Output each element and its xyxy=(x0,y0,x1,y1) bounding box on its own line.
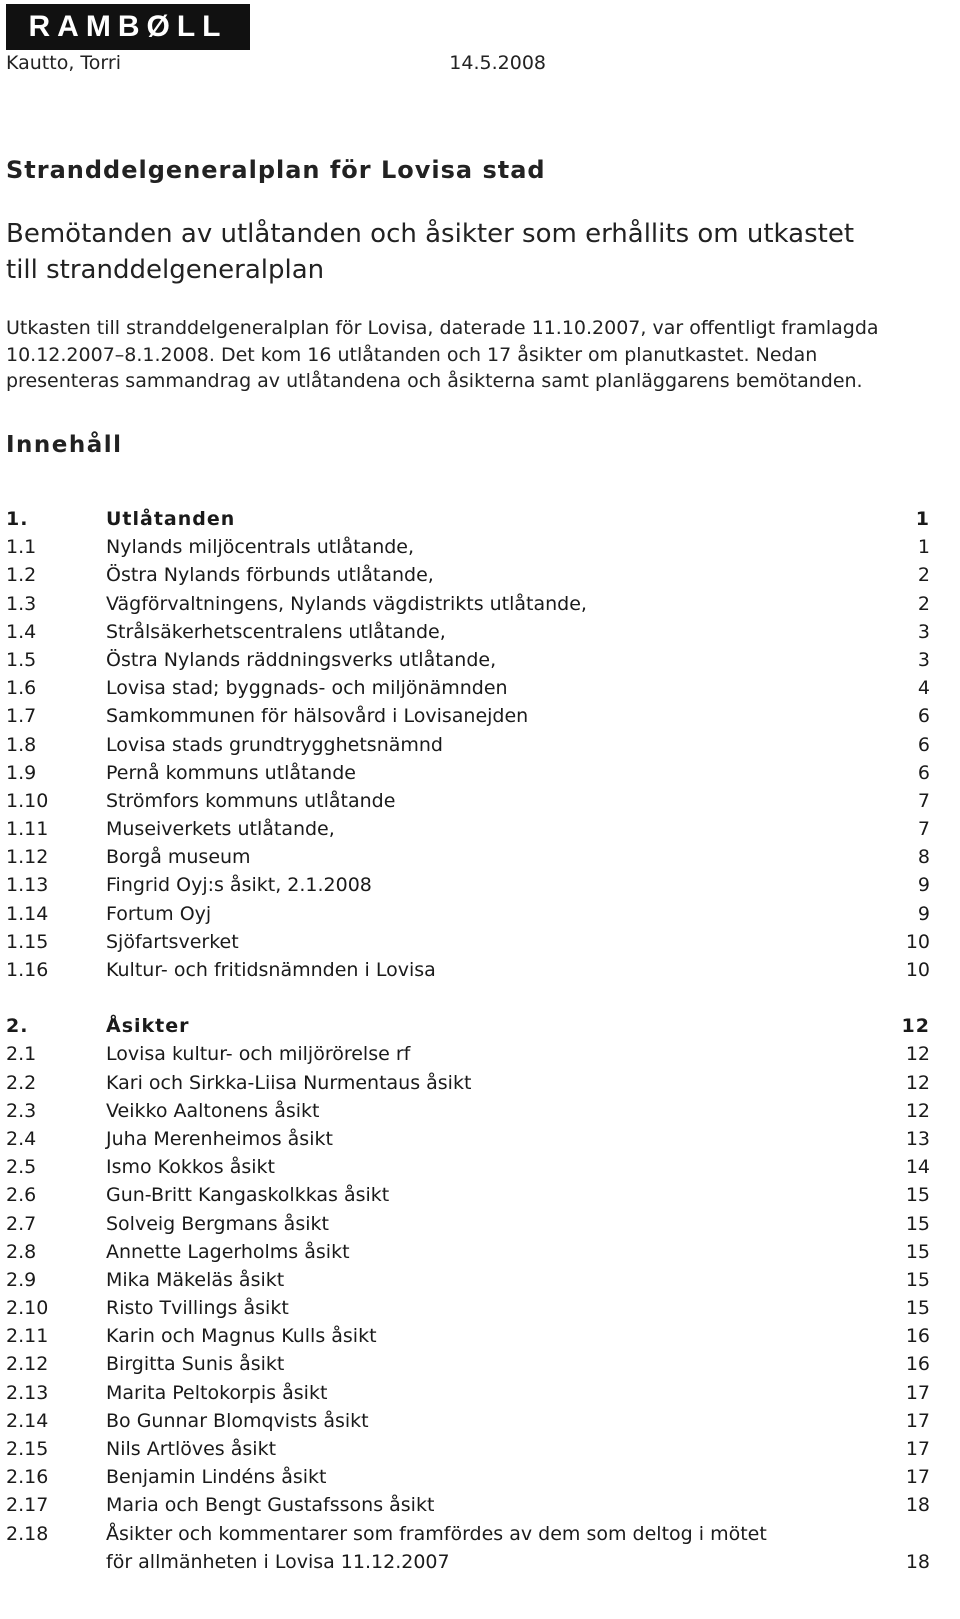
toc-entry-page: 10 xyxy=(905,959,930,981)
toc-entry-label: Marita Peltokorpis åsikt xyxy=(106,1381,328,1404)
toc-entry-page: 13 xyxy=(905,1127,930,1150)
toc-entry-label: Sjöfartsverket xyxy=(106,930,239,953)
toc-entry-number: 1.4 xyxy=(6,620,37,643)
toc-entry-label: Vägförvaltningens, Nylands vägdistrikts utlåtande, xyxy=(106,592,587,615)
toc-entry[interactable] xyxy=(6,731,930,759)
toc-entry-number: 1.13 xyxy=(6,874,49,897)
toc-entry-number: 2.10 xyxy=(6,1297,49,1320)
toc-entry-label: Museiverkets utlåtande, xyxy=(106,818,335,841)
toc-entry-page: 9 xyxy=(917,902,930,925)
toc-entry-number: 2.14 xyxy=(6,1409,49,1432)
toc-entry[interactable] xyxy=(6,1350,930,1378)
toc-entry-number: 1.7 xyxy=(6,705,37,728)
toc-entry-label: Nylands miljöcentrals utlåtande, xyxy=(106,536,415,559)
toc-entry-number: 2.11 xyxy=(6,1325,49,1348)
toc-entry-page: 15 xyxy=(905,1184,930,1207)
toc-entry-label: Benjamin Lindéns åsikt xyxy=(106,1466,327,1489)
document-header xyxy=(6,52,546,78)
toc-entry-page: 16 xyxy=(905,1325,930,1348)
toc-entry-page: 12 xyxy=(905,1099,930,1122)
toc-entry-label: Bo Gunnar Blomqvists åsikt xyxy=(106,1409,369,1432)
toc-entry-label: Veikko Aaltonens åsikt xyxy=(106,1099,320,1122)
toc-entry-number: 1.8 xyxy=(6,733,37,756)
toc-entry-page: 15 xyxy=(905,1240,930,1263)
toc-entry-number: 1.1 xyxy=(6,536,37,559)
toc-entry[interactable] xyxy=(6,1181,930,1209)
toc-entry[interactable] xyxy=(6,843,930,871)
toc-entry-number: 2.7 xyxy=(6,1212,37,1235)
toc-entry[interactable] xyxy=(6,1097,930,1125)
toc-entry-label: Juha Merenheimos åsikt xyxy=(106,1127,333,1150)
toc-entry[interactable] xyxy=(6,928,930,956)
toc-entry-label: Strömfors kommuns utlåtande xyxy=(106,789,396,812)
toc-entry-label: Östra Nylands förbunds utlåtande, xyxy=(106,564,434,587)
toc-entry-page: 14 xyxy=(905,1156,930,1179)
toc-entry-page: 1 xyxy=(915,508,930,530)
toc-entry-page: 6 xyxy=(917,733,930,756)
toc-entry[interactable] xyxy=(6,1491,930,1519)
toc-entry-number: 2.18 xyxy=(6,1522,49,1545)
toc-entry-number: 2.4 xyxy=(6,1127,37,1150)
toc-entry-label: Utlåtanden xyxy=(106,508,236,530)
toc-entry-page: 10 xyxy=(905,930,930,953)
toc-entry[interactable] xyxy=(6,759,930,787)
toc-entry-number: 2.17 xyxy=(6,1494,49,1517)
toc-entry-number: 1.9 xyxy=(6,761,37,784)
toc-entry-page: 15 xyxy=(905,1268,930,1291)
toc-entry[interactable] xyxy=(6,1012,930,1040)
toc-entry[interactable] xyxy=(6,1463,930,1491)
intro-paragraph: Utkasten till stranddelgeneralplan för Lovisa, daterade 11.10.2007, var offentligt framlagda 10.12.2007–8.1.2008. Det kom 16 utlåtanden och 17 åsikter om planutkastet. Nedan presenteras sammandrag av utlåtandena och åsikterna samt planläggarens bemötanden. xyxy=(6,317,879,392)
table-of-contents xyxy=(6,505,930,1576)
toc-entry-label: Kultur- och fritidsnämnden i Lovisa xyxy=(106,959,436,981)
toc-entry-label: Maria och Bengt Gustafssons åsikt xyxy=(106,1494,435,1517)
toc-entry-page: 8 xyxy=(917,846,930,869)
toc-entry-number: 2.13 xyxy=(6,1381,49,1404)
toc-entry-number: 1.2 xyxy=(6,564,37,587)
toc-entry-number: 1.15 xyxy=(6,930,49,953)
toc-entry-number: 1.14 xyxy=(6,902,49,925)
toc-entry-label: Solveig Bergmans åsikt xyxy=(106,1212,329,1235)
toc-entry[interactable] xyxy=(6,956,930,984)
toc-entry-label: Mika Mäkeläs åsikt xyxy=(106,1268,285,1291)
toc-entry-page: 2 xyxy=(917,564,930,587)
toc-entry-page: 9 xyxy=(917,874,930,897)
toc-entry-page: 3 xyxy=(917,620,930,643)
toc-entry-label: Lovisa stad; byggnads- och miljönämnden xyxy=(106,677,508,700)
toc-entry-page: 18 xyxy=(905,1550,930,1573)
toc-entry[interactable] xyxy=(6,1069,930,1097)
toc-entry-number: 2.6 xyxy=(6,1184,37,1207)
toc-entry-page: 6 xyxy=(917,761,930,784)
toc-entry-page: 17 xyxy=(905,1438,930,1460)
toc-entry-page: 7 xyxy=(917,818,930,841)
toc-entry-label: Annette Lagerholms åsikt xyxy=(106,1240,350,1263)
toc-entry-number: 2.16 xyxy=(6,1466,49,1489)
toc-entry[interactable] xyxy=(6,702,930,730)
toc-entry[interactable] xyxy=(6,674,930,702)
toc-entry-number: 1.16 xyxy=(6,959,49,981)
toc-entry-page: 2 xyxy=(917,592,930,615)
toc-heading: Innehåll xyxy=(6,432,123,458)
toc-entry-label: Nils Artlöves åsikt xyxy=(106,1438,277,1460)
toc-entry-label: Birgitta Sunis åsikt xyxy=(106,1353,285,1376)
toc-entry-label: Pernå kommuns utlåtande xyxy=(106,761,356,784)
toc-entry-label: Ismo Kokkos åsikt xyxy=(106,1156,275,1179)
toc-entry-label: Borgå museum xyxy=(106,846,251,869)
toc-entry[interactable] xyxy=(6,590,930,618)
toc-entry-number: 1.6 xyxy=(6,677,37,700)
toc-entry-number: 2.1 xyxy=(6,1043,37,1066)
toc-entry-number: 2.2 xyxy=(6,1071,37,1094)
toc-entry[interactable] xyxy=(6,1294,930,1322)
toc-entry[interactable] xyxy=(6,1520,930,1576)
toc-entry-label: Karin och Magnus Kulls åsikt xyxy=(106,1325,377,1348)
toc-entry-label: Fortum Oyj xyxy=(106,902,212,925)
toc-entry-page: 12 xyxy=(905,1071,930,1094)
toc-entry-label: Fingrid Oyj:s åsikt, 2.1.2008 xyxy=(106,874,372,897)
toc-entry-number: 1.3 xyxy=(6,592,37,615)
toc-entry[interactable] xyxy=(6,1407,930,1435)
toc-entry-number: 2. xyxy=(6,1015,29,1038)
toc-entry[interactable] xyxy=(6,505,930,533)
toc-entry-label: Lovisa stads grundtrygghetsnämnd xyxy=(106,733,443,756)
document-subtitle: Bemötanden av utlåtanden och åsikter som erhållits om utkastet till stranddelgeneralplan xyxy=(6,219,855,285)
toc-entry-page: 1 xyxy=(917,536,930,559)
toc-entry[interactable] xyxy=(6,646,930,674)
toc-entry[interactable] xyxy=(6,1210,930,1238)
toc-entry-label: Gun-Britt Kangaskolkkas åsikt xyxy=(106,1184,390,1207)
toc-entry-label: Åsikter och kommentarer som framfördes av dem som deltog i mötet för allmänheten i Lovisa 11.12.2007 xyxy=(106,1522,767,1573)
toc-entry-number: 2.3 xyxy=(6,1099,37,1122)
company-logo: RAMBØLL xyxy=(6,4,250,50)
toc-entry-label: Kari och Sirkka-Liisa Nurmentaus åsikt xyxy=(106,1071,472,1094)
toc-entry[interactable] xyxy=(6,871,930,899)
toc-entry[interactable] xyxy=(6,561,930,589)
toc-entry[interactable] xyxy=(6,1322,930,1350)
toc-entry-page: 4 xyxy=(917,677,930,700)
toc-entry-page: 3 xyxy=(917,648,930,671)
document-date: 14.5.2008 xyxy=(449,52,546,74)
toc-entry-label: Östra Nylands räddningsverks utlåtande, xyxy=(106,648,497,671)
toc-entry-number: 1.12 xyxy=(6,846,49,869)
toc-entry-page: 17 xyxy=(905,1381,930,1404)
toc-entry-number: 1. xyxy=(6,508,29,530)
toc-entry-page: 7 xyxy=(917,789,930,812)
toc-entry-page: 12 xyxy=(905,1043,930,1066)
toc-entry-page: 15 xyxy=(905,1297,930,1320)
toc-entry-page: 12 xyxy=(901,1015,930,1038)
toc-entry-number: 2.15 xyxy=(6,1438,49,1460)
toc-entry-label: Risto Tvillings åsikt xyxy=(106,1297,289,1320)
toc-entry-page: 17 xyxy=(905,1466,930,1489)
toc-entry[interactable] xyxy=(6,1238,930,1266)
author-names: Kautto, Torri xyxy=(6,52,121,74)
toc-entry-page: 16 xyxy=(905,1353,930,1376)
toc-entry[interactable] xyxy=(6,1153,930,1181)
toc-entry-number: 2.5 xyxy=(6,1156,37,1179)
toc-entry[interactable] xyxy=(6,618,930,646)
toc-entry-label: Åsikter xyxy=(106,1015,190,1038)
toc-entry[interactable] xyxy=(6,533,930,561)
document-title: Stranddelgeneralplan för Lovisa stad xyxy=(6,156,546,184)
toc-entry-page: 17 xyxy=(905,1409,930,1432)
toc-entry[interactable] xyxy=(6,1379,930,1407)
toc-entry[interactable] xyxy=(6,1040,930,1068)
toc-entry[interactable] xyxy=(6,787,930,815)
toc-entry[interactable] xyxy=(6,1435,930,1463)
toc-entry-page: 18 xyxy=(905,1494,930,1517)
toc-entry-number: 1.10 xyxy=(6,789,49,812)
toc-entry-page: 6 xyxy=(917,705,930,728)
toc-entry-number: 1.5 xyxy=(6,648,37,671)
toc-entry-page: 15 xyxy=(905,1212,930,1235)
toc-entry-number: 2.8 xyxy=(6,1240,37,1263)
toc-entry-number: 2.9 xyxy=(6,1268,37,1291)
toc-entry-number: 1.11 xyxy=(6,818,49,841)
toc-entry-label: Samkommunen för hälsovård i Lovisanejden xyxy=(106,705,529,728)
toc-entry-number: 2.12 xyxy=(6,1353,49,1376)
toc-entry[interactable] xyxy=(6,815,930,843)
toc-entry[interactable] xyxy=(6,1125,930,1153)
toc-entry-label: Strålsäkerhetscentralens utlåtande, xyxy=(106,620,446,643)
toc-entry-label: Lovisa kultur- och miljörörelse rf xyxy=(106,1043,411,1066)
toc-entry[interactable] xyxy=(6,900,930,928)
toc-entry[interactable] xyxy=(6,1266,930,1294)
